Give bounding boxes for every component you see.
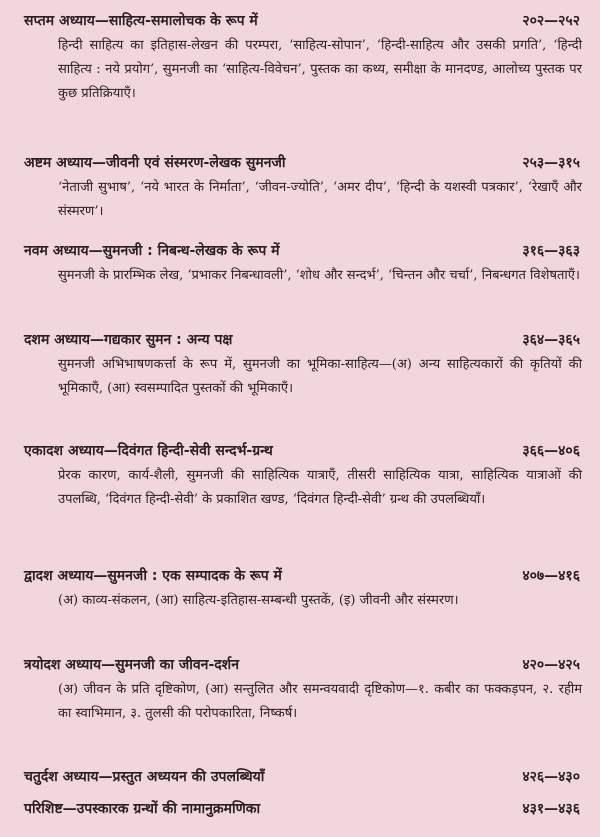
chapter-description: (अ) जीवन के प्रति दृष्टिकोण, (आ) सन्तुलित और समन्वयवादी दृष्टिकोण—१. कबीर का फक्कड़पन, २. रहीम का स्वाभिमान, ३. तुलसी की परोपकारिता, निष्कर्ष।: [58, 682, 582, 721]
chapter-description: हिन्दी साहित्य का इतिहास-लेखन की परम्परा, ‘साहित्य-सोपान’, ‘हिन्दी-साहित्य और उसकी प्रगति’, ‘हिन्दी साहित्य : नये प्रयोग’, सुमनजी का ‘साहित्य-विवेचन’, पुस्तक का कथ्य, समीक्षा के मानदण्ड, आलोच्य पुस्तक पर कुछ प्रतिक्रियाएँ।: [58, 38, 582, 101]
chapter-title: चतुर्दश अध्याय—प्रस्तुत अध्ययन की उपलब्धियाँ: [24, 769, 265, 785]
chapter-description: प्रेरक कारण, कार्य-शैली, सुमनजी की साहित्यिक यात्राएँ, तीसरी साहित्यिक यात्रा, साहित्यिक यात्राओं की उपलब्धि, ‘दिवंगत हिन्दी-सेवी’ के प्रकाशित खण्ड, ‘दिवंगत हिन्दी-सेवी’ ग्रन्थ की उपलब्धियाँ।: [58, 468, 582, 507]
chapter-entry-11: [0, 440, 600, 512]
chapter-title: परिशिष्ट—उपस्कारक ग्रन्थों की नामानुक्रमणिका: [24, 801, 261, 817]
chapter-entry-7: [0, 10, 600, 106]
page-range: ३६६—४०६: [522, 443, 580, 459]
page-range: २५३—३१५: [522, 155, 580, 171]
page-range: ४३१—४३६: [522, 801, 580, 817]
chapter-description: सुमनजी अभिभाषणकर्त्ता के रूप में, सुमनजी का भूमिका-साहित्य—(अ) अन्य साहित्यकारों की कृतियों की भूमिकाएँ, (आ) स्वसम्पादित पुस्तकों की भूमिकाएँ।: [58, 357, 582, 396]
chapter-description: सुमनजी के प्रारम्भिक लेख, ‘प्रभाकर निबन्धावली’, ‘शोध और सन्दर्भ’, ‘चिन्तन और चर्चा’, निबन्धगत विशेषताएँ।: [58, 268, 580, 283]
chapter-entry-8: [0, 152, 600, 224]
chapter-title: दशम अध्याय—गद्यकार सुमन : अन्य पक्ष: [24, 332, 233, 348]
chapter-title: एकादश अध्याय—दिवंगत हिन्दी-सेवी सन्दर्भ-ग्रन्थ: [24, 443, 273, 459]
page-range: ३१६—३६३: [522, 243, 580, 259]
chapter-entry-10: [0, 329, 600, 401]
chapter-entry-9: [0, 240, 600, 288]
page-range: ३६४—३६५: [522, 332, 580, 348]
chapter-title: अष्टम अध्याय—जीवनी एवं संस्मरण-लेखक सुमनजी: [24, 155, 286, 171]
chapter-title: सप्तम अध्याय—साहित्य-समालोचक के रूप में: [24, 13, 258, 29]
chapter-entry-12: [0, 565, 600, 613]
page-range: ४२६—४३०: [522, 769, 580, 785]
chapter-title: नवम अध्याय—सुमनजी : निबन्ध-लेखक के रूप में: [24, 243, 280, 259]
chapter-description: ‘नेताजी सुभाष’, ‘नये भारत के निर्माता’, ‘जीवन-ज्योति’, ‘अमर दीप’, ‘हिन्दी के यशस्वी पत्रकार’, ‘रेखाएँ और संस्मरण’।: [58, 180, 582, 219]
chapter-entry-14: [0, 766, 600, 790]
chapter-entry-13: [0, 654, 600, 726]
appendix-entry: [0, 798, 600, 822]
chapter-title: द्वादश अध्याय—सुमनजी : एक सम्पादक के रूप में: [24, 568, 282, 584]
chapter-title: त्रयोदश अध्याय—सुमनजी का जीवन-दर्शन: [24, 657, 239, 673]
chapter-description: (अ) काव्य-संकलन, (आ) साहित्य-इतिहास-सम्बन्धी पुस्तकें, (इ) जीवनी और संस्मरण।: [58, 593, 459, 608]
page-range: २०२—२५२: [522, 13, 580, 29]
page-range: ४२०—४२५: [522, 657, 580, 673]
page-range: ४०७—४१६: [522, 568, 580, 584]
